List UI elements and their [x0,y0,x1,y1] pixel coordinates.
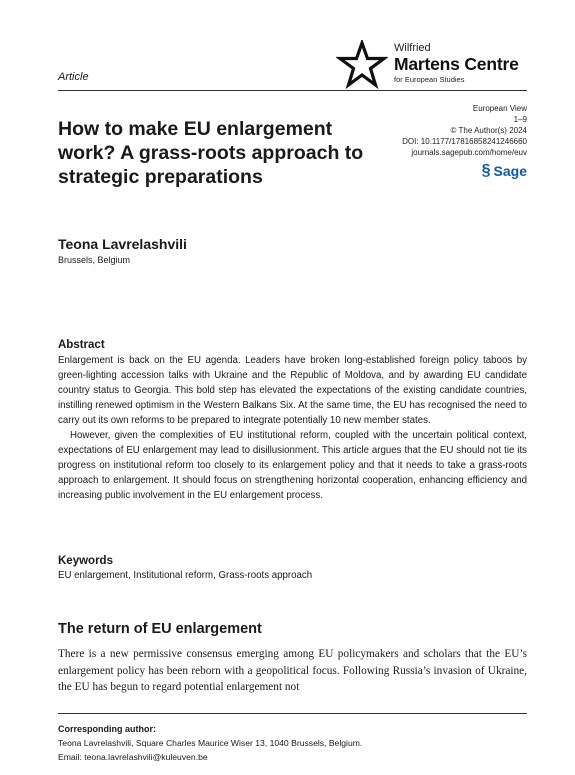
sage-s-icon: § [481,162,491,179]
corresponding-email: Email: teona.lavrelashvili@kuleuven.be [58,752,208,762]
publisher-logo [336,40,536,90]
page-range: 1–9 [513,115,527,124]
sage-logo [482,162,527,180]
logo-line-2: Martens Centre [394,54,519,74]
header-divider [58,90,527,91]
journal-meta [402,103,527,158]
star-icon [336,40,388,90]
footer-divider [58,713,527,714]
doi: DOI: 10.1177/17816858241246660 [402,137,527,146]
abstract-heading: Abstract [58,339,105,351]
keywords-heading: Keywords [58,555,113,567]
corresponding-address: Teona Lavrelashvili, Square Charles Maurice Wiser 13, 1040 Brussels, Belgium. [58,738,363,748]
abstract-paragraph-2: However, given the complexities of EU institutional reform, coupled with the uncertain political context, expectations of EU enlargement may lead to disillusionment. This article argues that the EU should not tie its progress on institutional reform too closely to its enlargement policy and that it needs to take a grass-roots approach to enlargement. It should focus on strengthening horizontal cooperation, enhancing efficiency and increasing public involvement in the EU enlargement process. [58,430,527,501]
sage-label: Sage [493,163,527,179]
author-affiliation: Brussels, Belgium [58,255,131,265]
logo-line-1: Wilfried [394,42,431,54]
article-type-label: Article [58,71,89,83]
journal-url: journals.sagepub.com/home/euv [411,148,527,157]
author-name: Teona Lavrelashvili [58,236,187,252]
article-title: How to make EU enlargement work? A grass-roots approach to strategic preparations [58,118,364,188]
abstract-paragraph-1: Enlargement is back on the EU agenda. Leaders have broken long-established foreign policy taboos by green-lighting accession talks with Ukraine and the Republic of Moldova, and by awarding EU candidate country status to Georgia. This bold step has elevated the expectations of the existing candidate countries, instilling renewed optimism in the Western Balkans Six. At the same time, the EU has recognised the need to carry out its own reforms to be prepared to integrate potentially 10 new member states. [58,355,527,426]
abstract-body [58,353,527,503]
copyright: © The Author(s) 2024 [450,126,527,135]
section-heading: The return of EU enlargement [58,621,262,637]
keywords-list: EU enlargement, Institutional reform, Grass-roots approach [58,570,313,581]
logo-line-3: for European Studies [394,75,465,84]
journal-name: European View [472,104,527,113]
corresponding-author-heading: Corresponding author: [58,724,156,734]
section-body: There is a new permissive consensus emerging among EU policymakers and scholars that the EU’s enlargement policy has been reborn with a geopolitical focus. Following Russia’s invasion of Ukraine, the EU has begun to regard potential enlargement not [58,648,527,693]
